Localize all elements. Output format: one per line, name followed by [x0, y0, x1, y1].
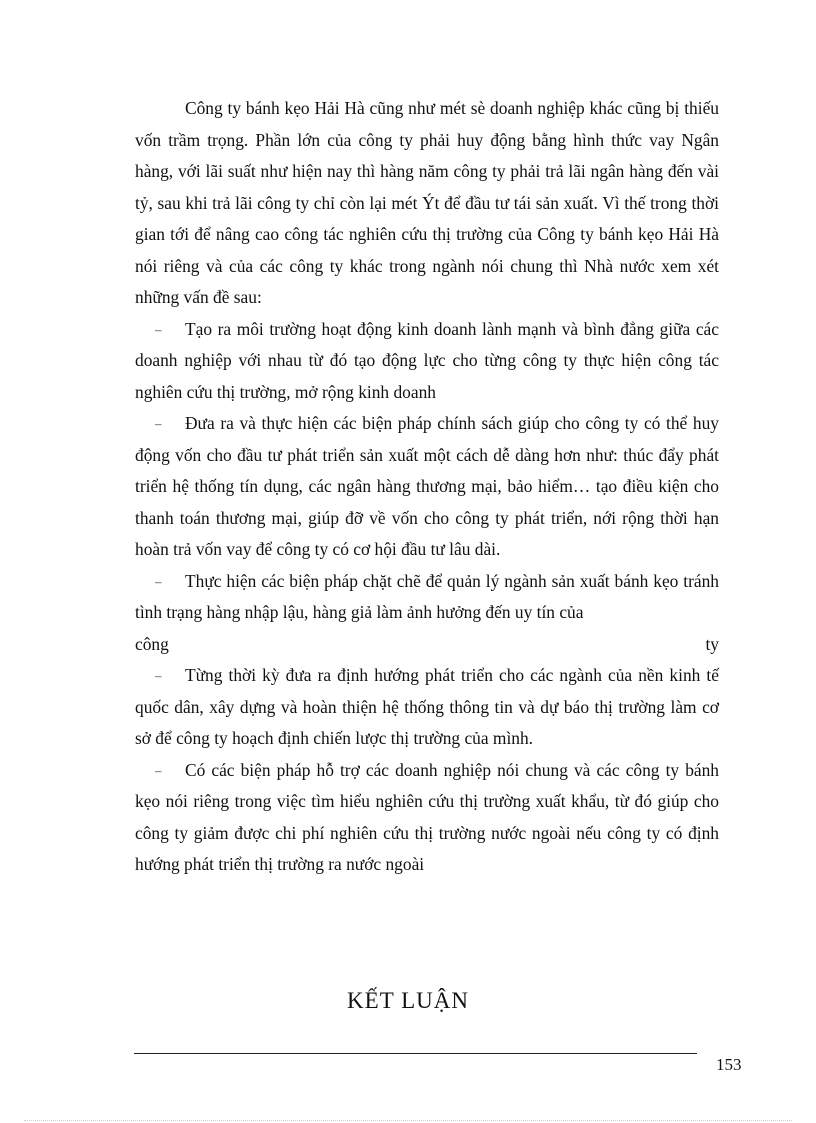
bullet-item-3	[135, 566, 719, 661]
bullet-item-5	[135, 755, 719, 881]
bullet-text: Đưa ra và thực hiện các biện pháp chính sách giúp cho công ty có thể huy động vốn cho đầu tư phát triển sản xuất một cách dễ dàng hơn như: thúc đẩy phát triển hệ thống tín dụng, các ngân hàng thương mại, bảo hiểm… tạo điều kiện cho thanh toán thương mại, giúp đỡ về vốn cho công ty phát triển, nới rộng thời hạn hoàn trả vốn vay để công ty có cơ hội đầu tư lâu dài.	[135, 413, 719, 559]
page-bottom-border	[24, 1120, 792, 1121]
dash-bullet-icon: –	[155, 573, 162, 589]
dash-bullet-icon: –	[155, 762, 162, 778]
bullet-item-4	[135, 660, 719, 755]
last-line-left-word: công	[135, 633, 169, 654]
section-heading: KẾT LUẬN	[347, 988, 469, 1013]
dash-bullet-icon: –	[155, 416, 162, 431]
bullet-text: Có các biện pháp hỗ trợ các doanh nghiệp nói chung và các công ty bánh kẹo nói riêng trong việc tìm hiểu nghiên cứu thị trường xuất khẩu, từ đó giúp cho công ty giảm được chi phí nghiên cứu thị trường nước ngoài nếu công ty có định hướng phát triển thị trường ra nước ngoài	[135, 759, 719, 874]
bullet-text: Thực hiện các biện pháp chặt chẽ để quản lý ngành sản xuất bánh kẹo tránh tình trạng hàng nhập lậu, hàng giả làm ảnh hưởng đến uy tín của	[135, 570, 719, 622]
dash-bullet-icon: –	[155, 668, 162, 683]
intro-paragraph: Công ty bánh kẹo Hải Hà cũng như mét sè doanh nghiệp khác cũng bị thiếu vốn trầm trọng. Phần lớn của công ty phải huy động bằng hình thức vay Ngân hàng, với lãi suất như hiện nay thì hàng năm công ty phải trả lãi ngân hàng đến vài tỷ, sau khi trả lãi công ty chỉ còn lại mét Ýt để đầu tư tái sản xuất. Vì thế trong thời gian tới để nâng cao công tác nghiên cứu thị trường của Công ty bánh kẹo Hải Hà nói riêng và của các công ty khác trong ngành nói chung thì Nhà nước xem xét những vấn đề sau:	[135, 98, 719, 307]
bullet-text: Tạo ra môi trường hoạt động kinh doanh lành mạnh và bình đẳng giữa các doanh nghiệp với nhau từ đó tạo động lực cho từng công ty thực hiện công tác nghiên cứu thị trường, mở rộng kinh doanh	[135, 318, 719, 402]
justified-last-line	[135, 629, 719, 661]
footer-divider	[134, 1053, 697, 1054]
bullet-text: Từng thời kỳ đưa ra định hướng phát triển cho các ngành của nền kinh tế quốc dân, xây dựng và hoàn thiện hệ thống thông tin và dự báo thị trường làm cơ sở để công ty hoạch định chiến lược thị trường của mình.	[135, 665, 719, 748]
last-line-right-word: ty	[705, 633, 719, 654]
bullet-item-1	[135, 314, 719, 409]
page-number: 153	[716, 1055, 742, 1074]
bullet-item-2	[135, 408, 719, 566]
dash-bullet-icon: –	[155, 321, 162, 337]
body-text	[135, 93, 719, 881]
